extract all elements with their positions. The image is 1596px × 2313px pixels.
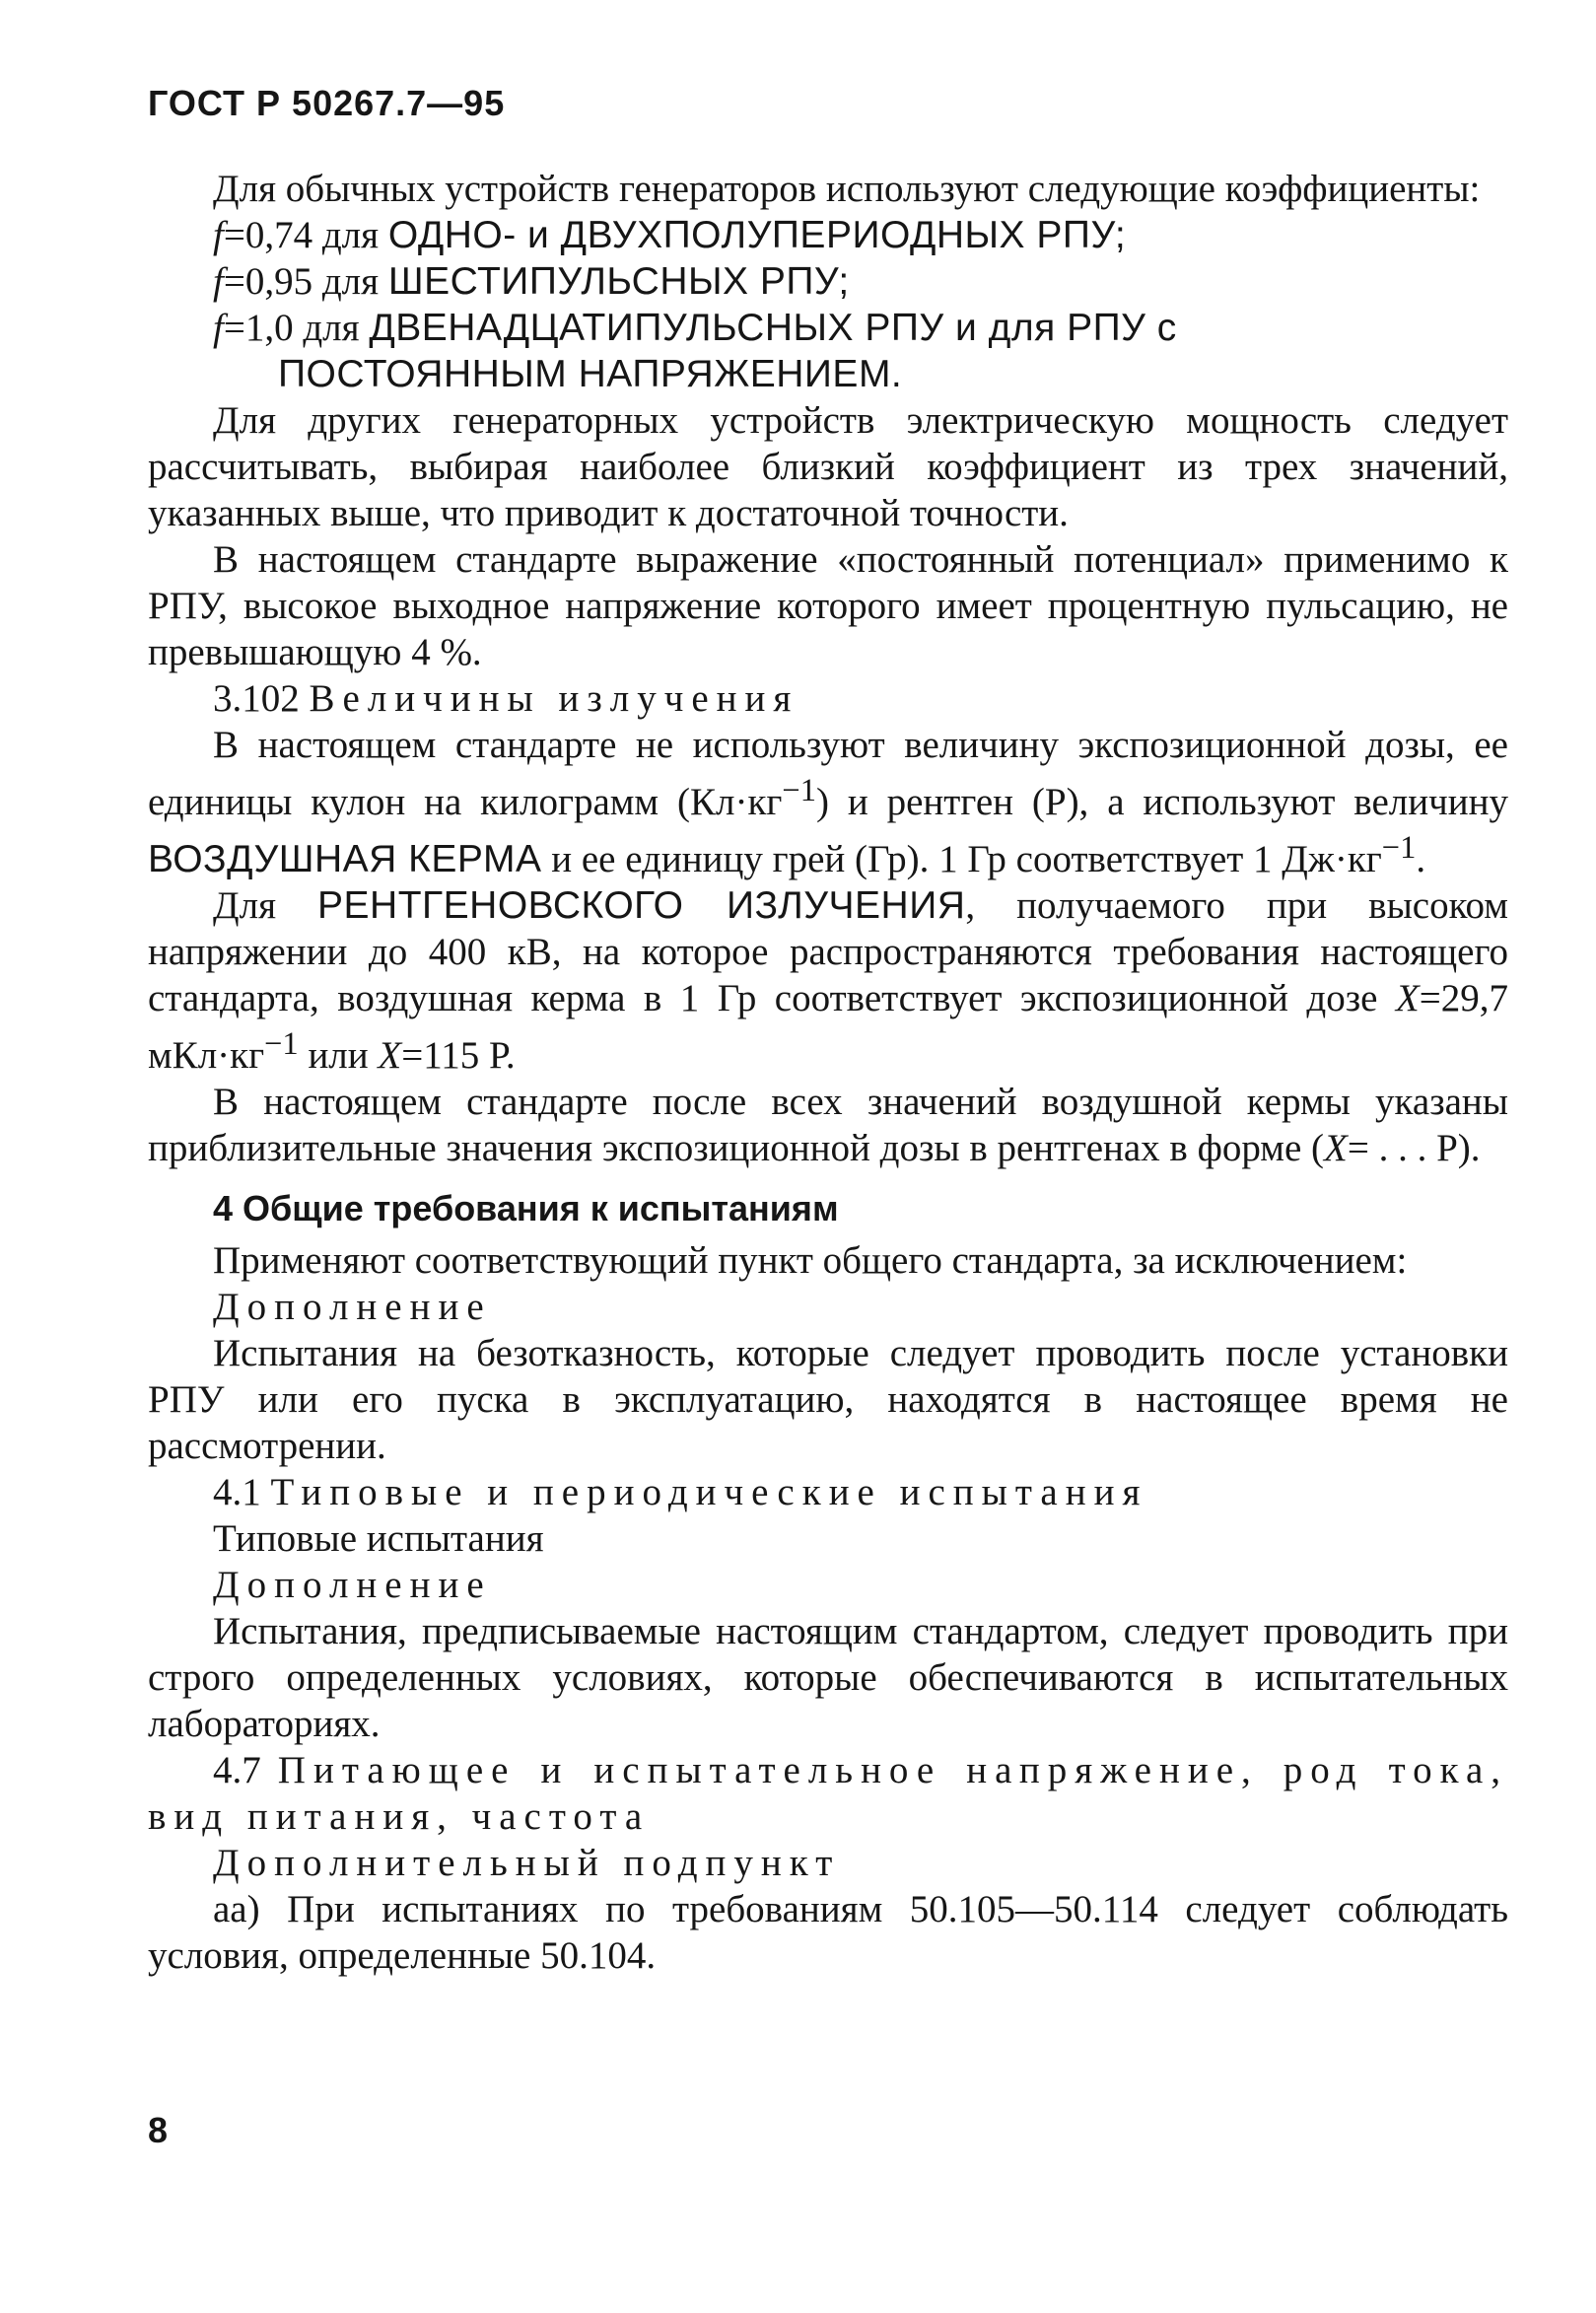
paragraph-tests-laboratories: Испытания, предписываемые настоящим стандартом, следует проводить при строго определенных условиях, которые обеспечиваются в испытательных лабораториях. — [148, 1610, 1508, 1745]
paragraph-reliability-tests: Испытания на безотказность, которые следует проводить после установки РПУ или его пуска в эксплуатацию, находятся в настоящее время не рассмотрении. — [148, 1332, 1508, 1467]
paragraph-exposure-dose: В настоящем стандарте не используют величину экспозиционной дозы, ее единицы кулон на килограмм $(Кл\cdot кг^{-1})$ и рентген (Р), а используют величину ВОЗДУШНАЯ КЕРМА и ее единицу грей (Гр). 1 Гр соответствует 1 $Дж\cdot кг^{-1}$. — [148, 724, 1508, 880]
paragraph-xray-radiation: Для РЕНТГЕНОВСКОГО ИЗЛУЧЕНИЯ, получаемого при высоком напряжении до 400 кВ, на которое распространяются требования настоящего стандарта, воздушная керма в 1 Гр соответствует экспозиционной дозе X=29,7 $мКл\cdot кг^{-1}$ или X=115 Р. — [148, 884, 1508, 1077]
paragraph-other-generators: Для других генераторных устройств электрическую мощность следует рассчитывать, выбирая наиболее близкий коэффициент из трех значений, указанных выше, что приводит к достаточной точности. — [148, 399, 1508, 534]
coefficient-line-3-continuation: ПОСТОЯННЫМ НАПРЯЖЕНИЕМ. — [278, 353, 903, 395]
section-4-heading: 4 Общие требования к испытаниям — [213, 1188, 839, 1228]
paragraph-approximate-values: В настоящем стандарте после всех значений воздушной кермы указаны приблизительные значения экспозиционной дозы в рентгенах в форме (X= . . . Р). — [148, 1081, 1508, 1169]
subsection-4-7-heading: 4.7 Питающее и испытательное напряжение, род тока, вид питания, частота — [148, 1749, 1509, 1838]
subsection-3-102-heading: 3.102 Величины излучения — [213, 677, 799, 720]
paragraph-aa: аа) При испытаниях по требованиям 50.105—50.114 следует соблюдать условия, определенные 50.104. — [148, 1888, 1508, 1977]
addition-label-1: Дополнение — [213, 1286, 492, 1328]
section-4-intro: Применяют соответствующий пункт общего стандарта, за исключением: — [213, 1239, 1408, 1282]
intro-paragraph: Для обычных устройств генераторов используют следующие коэффициенты: — [213, 168, 1481, 210]
type-tests-label: Типовые испытания — [213, 1517, 544, 1560]
addition-label-2: Дополнение — [213, 1564, 492, 1606]
subsection-4-1-heading: 4.1 Типовые и периодические испытания — [213, 1471, 1148, 1513]
document-header: ГОСТ Р 50267.7—95 — [148, 83, 506, 123]
coefficient-line-3: f=1,0 для ДВЕНАДЦАТИПУЛЬСНЫХ РПУ и для РПУ с — [213, 307, 1177, 349]
page-body — [148, 166, 1508, 1979]
coefficient-line-2: f=0,95 для ШЕСТИПУЛЬСНЫХ РПУ; — [213, 260, 850, 303]
paragraph-constant-potential: В настоящем стандарте выражение «постоянный потенциал» применимо к РПУ, высокое выходное напряжение которого имеет процентную пульсацию, не превышающую 4 %. — [148, 538, 1508, 673]
coefficient-line-1: f=0,74 для ОДНО- и ДВУХПОЛУПЕРИОДНЫХ РПУ; — [213, 214, 1127, 256]
additional-subclause-label: Дополнительный подпункт — [213, 1842, 841, 1884]
page-number: 8 — [148, 2110, 169, 2150]
